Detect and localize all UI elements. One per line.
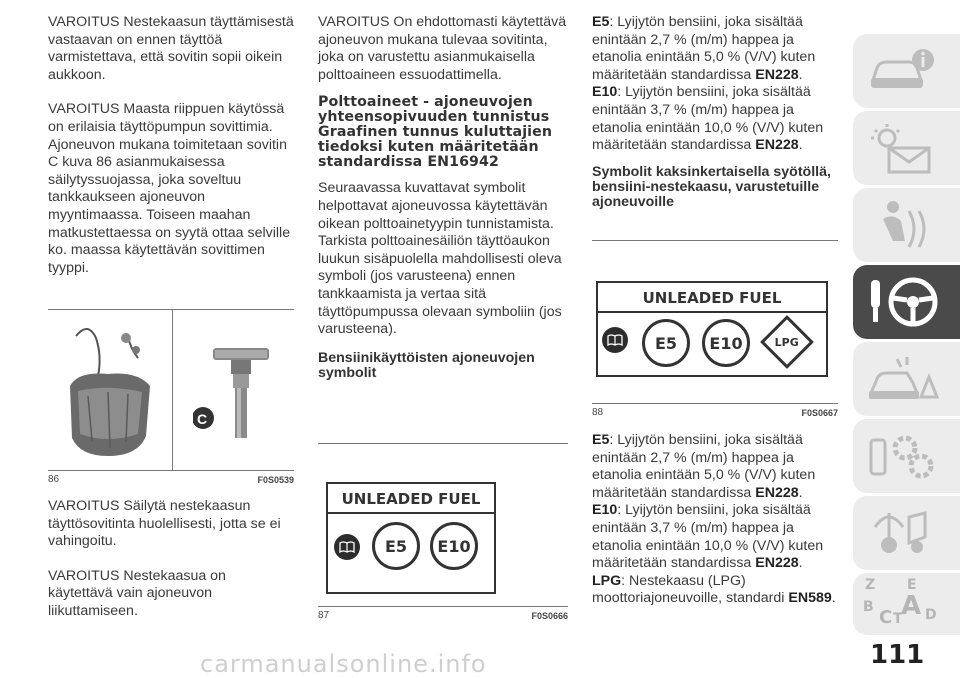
fuel-badge-lpg: LPG — [760, 315, 814, 369]
figure-86 — [48, 309, 294, 485]
watermark: carmanualsonline.info — [200, 650, 487, 678]
figure-divider — [172, 310, 173, 470]
figure-callout-c: C — [197, 411, 208, 427]
figure-code: F0S0539 — [257, 475, 294, 485]
adapter-c-illustration — [193, 348, 283, 458]
fuel-badge-e5: E5 — [642, 319, 690, 367]
figure-number: 87 — [318, 610, 330, 621]
breakdown-icon — [867, 353, 939, 405]
warning-paragraph: VAROITUS Maasta riippuen käytössä on erilaisia täyttöpumpun sovittimia. Ajoneuvon mukana toimitetaan sovitin C kuva 86 asianmukaisessa säilytyssuojassa, joka soveltuu tankkaukseen ajoneuvon myyntimaassa. Toiseen maahan matkustettaessa on syytä ottaa selville ko. maassa käytettävän sovittimen tyyppi. — [48, 101, 291, 276]
sidebar-tab-steering-key[interactable] — [853, 265, 960, 339]
multimedia-icon — [869, 507, 939, 559]
fuel-definition: E5: Lyijytön bensiini, joka sisältää enintään 2,7 % (m/m) happea ja etanolia enintään 5,0 % (V/V) kuten määritetään standardissa EN228. — [592, 14, 816, 83]
warning-lights-icon — [867, 122, 937, 174]
body-paragraph: Seuraavassa kuvattavat symbolit helpottavat ajoneuvossa käytettävän oikean polttoainetyypin tunnistamista. Tarkista polttoainesäiliön täyttöaukon luukun sisäpuolella mahdollisesti oleva symboli (jos varusteena) ennen tankkaamista ja vertaa sitä täyttöpumpussa olevaan symboliin (jos varusteena). — [318, 180, 562, 338]
page-number: 111 — [870, 640, 925, 670]
index-letters-icon: Z E B A C T D — [863, 577, 937, 628]
column-1 — [48, 0, 294, 277]
sidebar-tab-service[interactable] — [853, 419, 960, 493]
subsection-heading: Symbolit kaksinkertaisella syötöllä, bensiini-nestekaasu, varustetuille ajoneuvoille — [592, 163, 831, 211]
fuel-definition: LPG: Nestekaasu (LPG) moottoriajoneuvoille, standardi EN589. — [592, 572, 836, 607]
sidebar-tab-seat-safety[interactable] — [853, 188, 960, 262]
section-heading: Polttoaineet - ajoneuvojen yhteensopivuuden tunnistus Graafinen tunnus kuluttajien tiedoksi kuten määritetään standardissa EN16942 — [318, 94, 553, 171]
figure-code: F0S0666 — [531, 611, 568, 621]
car-info-icon — [867, 46, 937, 96]
sidebar-tab-index[interactable] — [853, 573, 960, 635]
fuel-label — [596, 281, 828, 377]
column-2 — [318, 0, 568, 381]
service-gears-icon — [869, 430, 939, 482]
fuel-definition: E5: Lyijytön bensiini, joka sisältää enintään 2,7 % (m/m) happea ja etanolia enintään 5,0 % (V/V) kuten määritetään standardissa EN228. — [592, 432, 816, 501]
figure-number: 88 — [592, 407, 604, 418]
column-1-lower — [48, 498, 294, 621]
steering-key-icon — [865, 274, 941, 330]
book-icon — [334, 534, 360, 560]
figure-88 — [592, 240, 838, 418]
fuel-badge-e10: E10 — [430, 522, 478, 570]
fuel-badge-e10: E10 — [702, 319, 750, 367]
column-3-lower — [592, 432, 842, 608]
fuel-label-title: UNLEADED FUEL — [341, 490, 481, 508]
sidebar-tab-warning-lights[interactable] — [853, 111, 960, 185]
warning-paragraph: VAROITUS Nestekaasua on käytettävä vain ajoneuvon liikuttamiseen. — [48, 567, 226, 619]
fuel-label — [326, 482, 496, 594]
fuel-definition: E10: Lyijytön bensiini, joka sisältää enintään 3,7 % (m/m) happea ja etanolia enintään 10,0 % (V/V) kuten määritetään standardissa EN228. — [592, 502, 824, 572]
warning-paragraph: VAROITUS Nestekaasun täyttämisestä vastaavan on ennen täyttöä varmistettava, että sovitin sopii oikein aukkoon. — [48, 14, 294, 83]
fuel-label-rule — [328, 512, 494, 514]
column-3 — [592, 0, 842, 210]
sidebar-tab-breakdown[interactable] — [853, 342, 960, 416]
sidebar-tab-car-info[interactable] — [853, 34, 960, 108]
seat-safety-icon — [869, 199, 939, 251]
fuel-definition: E10: Lyijytön bensiini, joka sisältää enintään 3,7 % (m/m) happea ja etanolia enintään 10,0 % (V/V) kuten määritetään standardissa EN228. — [592, 84, 824, 154]
book-icon — [602, 327, 628, 353]
adapter-bag-illustration — [58, 316, 158, 466]
fuel-label-title: UNLEADED FUEL — [642, 289, 782, 307]
warning-paragraph: VAROITUS On ehdottomasti käytettävä ajoneuvon mukana tulevaa sovitinta, joka on varustettu asianmukaisella polttoaineen essuodattimella. — [318, 14, 567, 83]
subsection-heading: Bensiinikäyttöisten ajoneuvojen symbolit — [318, 349, 535, 381]
figure-code: F0S0667 — [801, 408, 838, 418]
warning-paragraph: VAROITUS Säilytä nestekaasun täyttösovitinta huolellisesti, jotta se ei vahingoitu. — [48, 498, 281, 550]
fuel-label-rule — [598, 311, 826, 313]
sidebar-tab-multimedia[interactable] — [853, 496, 960, 570]
figure-number: 86 — [48, 474, 60, 485]
figure-87 — [318, 443, 568, 621]
fuel-badge-e5: E5 — [372, 522, 420, 570]
